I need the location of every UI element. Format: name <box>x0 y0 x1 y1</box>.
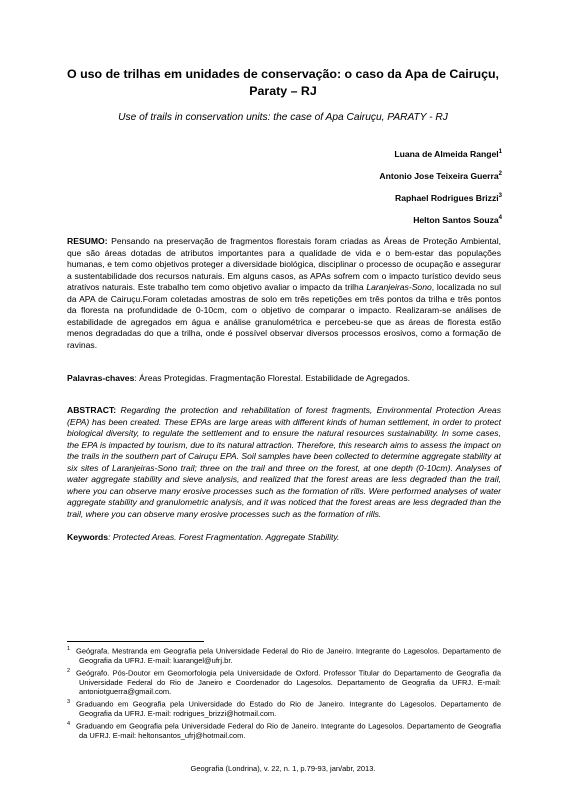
paper-title: O uso de trilhas em unidades de conservação: o caso da Apa de Cairuçu, Paraty – RJ <box>67 67 499 98</box>
author-footnote-ref: 4 <box>498 215 502 221</box>
footnote-number: 3 <box>67 698 71 705</box>
palavras-label: Palavras-chaves <box>67 373 135 383</box>
author-name: Antonio Jose Teixeira Guerra <box>379 170 499 181</box>
keywords-text: : Protected Areas. Forest Fragmentation. Aggregate Stability. <box>108 532 340 542</box>
resumo-text-cont: , localizada no sul da APA de Cairuçu.Foram coletadas amostras de solo em três repetições em três pontos da trilha e três pontos da floresta na profundidade de 0-10cm, com o objetivo de comparar o impacto. Realizaram-se análises de estabilidade de agregados em água e análise granulométrica e percebeu-se que as áreas de floresta estão menos degradadas do que a trilha, onde é possível observar diversos processos erosivos, como a formação de ravinas. <box>67 282 501 350</box>
author <box>379 168 502 190</box>
footnote <box>67 645 501 666</box>
footnote-text: Graduando em Geografia pela Universidade do Estado do Rio de Janeiro. Integrante do Lagesolos. Departamento de Geografia da UFRJ. E-mail: rodrigues_brizzi@hotmail.com. <box>76 699 501 719</box>
author-name: Luana de Almeida Rangel <box>394 148 499 159</box>
author-footnote-ref: 1 <box>498 149 502 155</box>
footnote <box>67 667 501 697</box>
resumo-label: RESUMO: <box>67 236 108 246</box>
author-list <box>379 146 502 234</box>
author-footnote-ref: 2 <box>498 171 502 177</box>
resumo-section <box>67 236 501 351</box>
footnote-text: Geógrafa. Mestranda em Geografia pela Universidade Federal do Rio de Janeiro. Integrante do Lagesolos. Departamento de Geografia da UFRJ. E-mail: luarangel@ufrj.br. <box>76 646 501 666</box>
palavras-chaves-section <box>67 373 501 385</box>
author <box>379 212 502 234</box>
abstract-text: Regarding the protection and rehabilitation of forest fragments, Environmental Protection Areas (EPA) has been created. These EPAs are large areas with different kinds of human settlement, in order to protect biological diversity, to regulate the settlement and to ensure the natural resources sustainability. In some cases, the EPA is impacted by tourism, due to its natural attraction. Therefore, this research aims to assess the impact on the trails in the southern part of Cairuçu EPA. Soil samples have been collected to determine aggregate stability at six sites of Laranjeiras-Sono trail; three on the trail and three on the forest, at one depth (0-10cm). Analyses of water aggregate stability and sieve analysis, and realized that the forest areas are less degraded than the trail, where you can observe many erosive processes such as the formation of rills. Were performed analyses of water aggregate stability and granulometric analysis, and it was noticed that the forest areas are less degraded than the trail, where you can observe many erosive processes such as the formation of rills. <box>67 405 501 519</box>
author-name: Helton Santos Souza <box>413 214 499 225</box>
author <box>379 146 502 168</box>
footnote <box>67 698 501 719</box>
keywords-section <box>67 532 501 544</box>
footnote-number: 2 <box>67 667 71 674</box>
paper-subtitle: Use of trails in conservation units: the case of Apa Cairuçu, PARATY - RJ <box>118 112 448 123</box>
footnote <box>67 720 501 741</box>
journal-reference: Geografia (Londrina), v. 22, n. 1, p.79-93, jan/abr, 2013. <box>190 764 376 773</box>
abstract-section <box>67 405 501 520</box>
keywords-label: Keywords <box>67 532 109 542</box>
resumo-text: Pensando na preservação de fragmentos florestais foram criadas as Áreas de Proteção Ambiental, que são áreas dotadas de atributos importantes para a qualidade de vida e o bem-estar das populações humanas, e tem como objetivos proteger a diversidade biológica, disciplinar o processo de ocupação e assegurar a sustentabilidade dos recursos naturais. Em alguns casos, as APAs sofrem com o impacto turístico devido seus atrativos naturais. Este trabalho tem como objetivo avaliar o impacto da trilha <box>67 236 501 292</box>
trail-name: Laranjeiras-Sono <box>366 282 432 292</box>
footnote-divider <box>67 641 204 642</box>
author <box>379 190 502 212</box>
abstract-label: ABSTRACT: <box>67 405 117 415</box>
author-footnote-ref: 3 <box>498 193 502 199</box>
footnote-text: Geógrafo. Pós-Doutor em Geomorfologia pela Universidade de Oxford. Professor Titular do Departamento de Geografia da Universidade Federal do Rio de Janeiro e Coordenador do Lagesolos. Departamento de Geografia da UFRJ. E-mail: antoniotguerra@gmail.com. <box>76 668 501 697</box>
author-name: Raphael Rodrigues Brizzi <box>395 192 499 203</box>
palavras-text: : Áreas Protegidas. Fragmentação Florestal. Estabilidade de Agregados. <box>134 373 411 383</box>
footnote-text: Graduando em Geografia pela Universidade Federal do Rio de Janeiro. Integrante do Lagesolos. Departamento de Geografia da UFRJ. E-mail: heltonsantos_ufrj@hotmail.com. <box>76 721 501 740</box>
footnote-number: 4 <box>67 720 71 727</box>
footnote-number: 1 <box>67 646 71 652</box>
footnotes <box>67 645 501 741</box>
